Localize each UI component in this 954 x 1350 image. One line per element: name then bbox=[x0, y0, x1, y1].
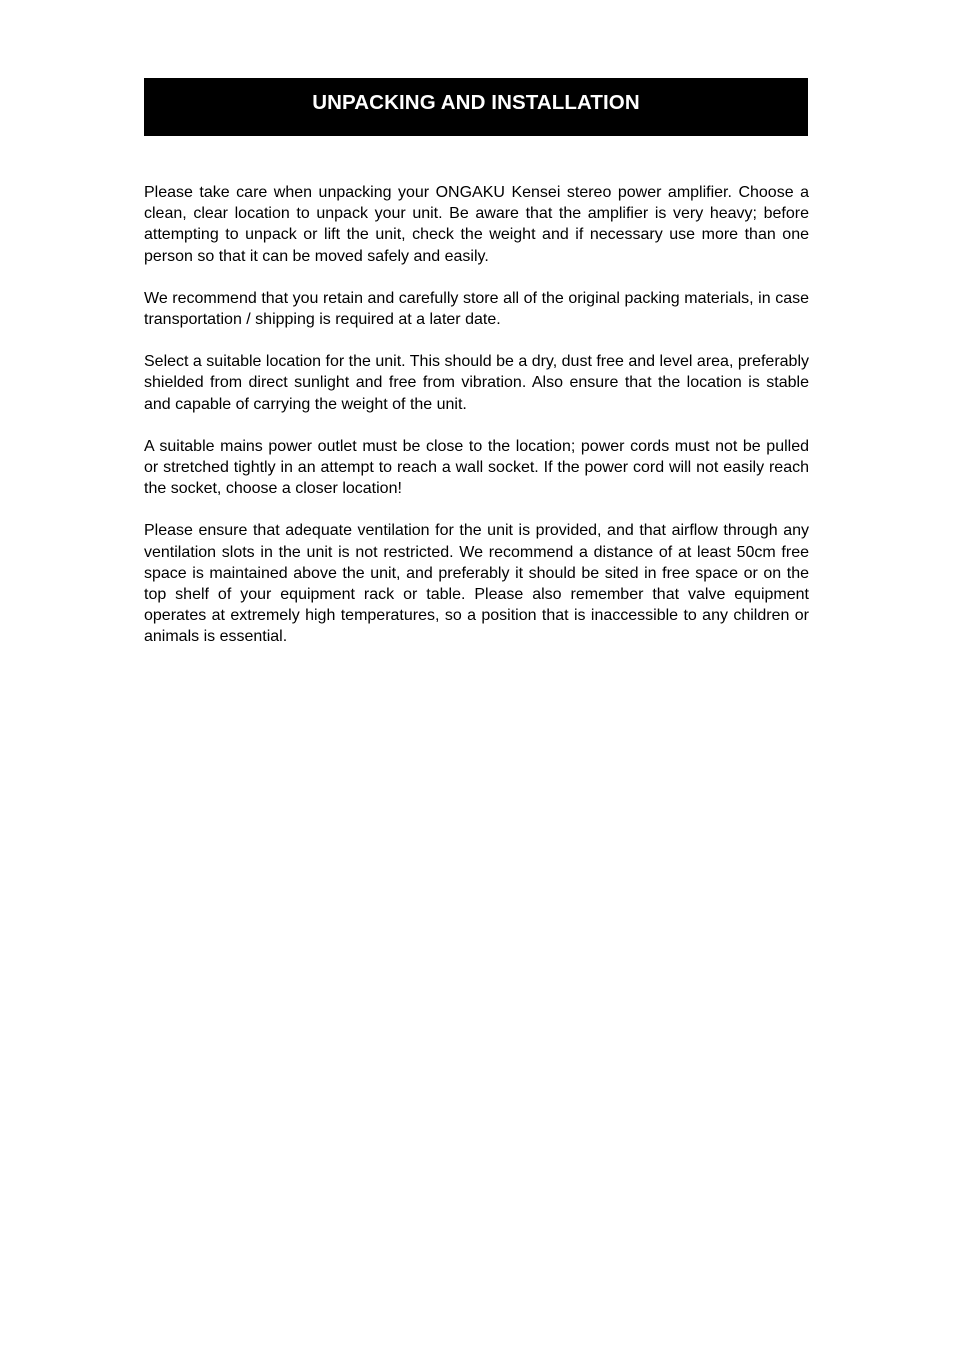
paragraph-location: Select a suitable location for the unit. This should be a dry, dust free and level area, preferably shielded from direct sunlight and free from vibration. Also ensure that the location is stable and capable of carrying the weight of the unit. bbox=[144, 353, 809, 413]
document-body bbox=[144, 182, 809, 669]
paragraph-ventilation: Please ensure that adequate ventilation for the unit is provided, and that airflow through any ventilation slots in the unit is not restricted. We recommend a distance of at least 50cm free space is maintained above the unit, and preferably it should be sited in free space or on the top shelf of your equipment rack or table. Please also remember that valve equipment operates at extremely high temperatures, so a position that is inaccessible to any children or animals is essential. bbox=[144, 522, 809, 646]
section-title-bar bbox=[144, 78, 808, 136]
paragraph-unpacking: Please take care when unpacking your ONGAKU Kensei stereo power amplifier. Choose a clean, clear location to unpack your unit. Be aware that the amplifier is very heavy; before attempting to unpack or lift the unit, check the weight and if necessary use more than one person so that it can be moved safely and easily. bbox=[144, 184, 809, 265]
section-title: UNPACKING AND INSTALLATION bbox=[312, 90, 640, 114]
paragraph-power-outlet: A suitable mains power outlet must be close to the location; power cords must not be pulled or stretched tightly in an attempt to reach a wall socket. If the power cord will not easily reach the socket, choose a closer location! bbox=[144, 437, 809, 498]
paragraph-packing-materials: We recommend that you retain and carefully store all of the original packing materials, in case transportation / shipping is required at a later date. bbox=[144, 289, 809, 329]
